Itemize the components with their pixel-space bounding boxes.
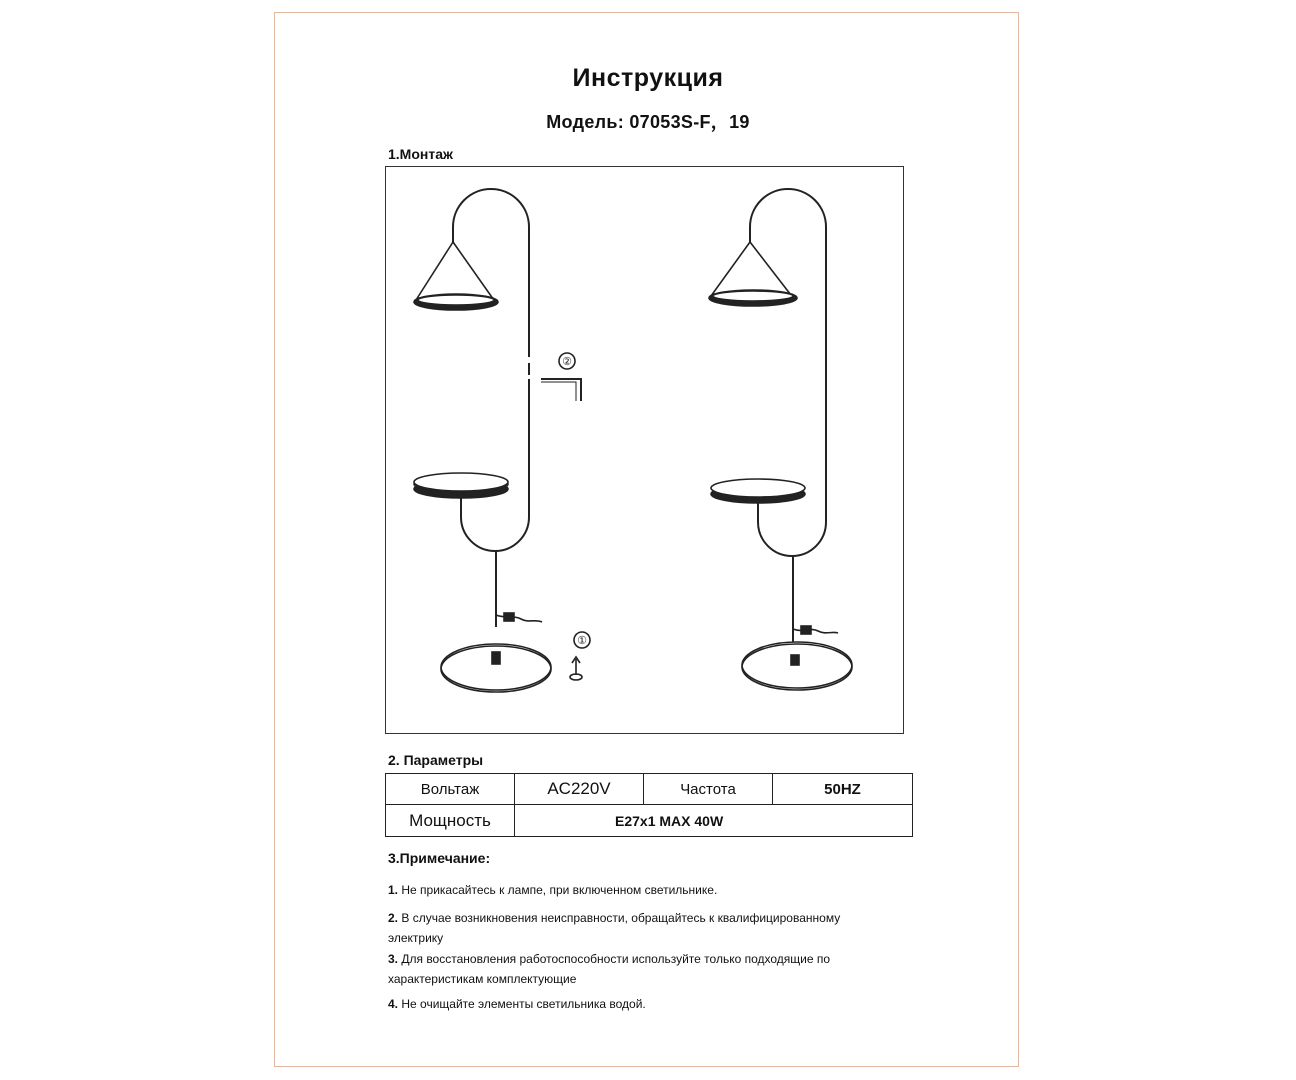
power-value: E27x1 MAX 40W bbox=[515, 805, 913, 837]
note-text: Для восстановления работоспособности используйте только подходящие по bbox=[401, 952, 831, 966]
note-number: 4. bbox=[388, 997, 399, 1011]
frequency-value: 50HZ bbox=[773, 774, 913, 805]
note-number: 3. bbox=[388, 952, 399, 966]
parameters-table bbox=[385, 773, 913, 837]
note-text-continued: характеристикам комплектующие bbox=[388, 972, 577, 986]
frequency-label: Частота bbox=[644, 774, 773, 805]
note-number: 1. bbox=[388, 883, 399, 897]
note-3 bbox=[388, 949, 830, 989]
voltage-value: AC220V bbox=[515, 774, 644, 805]
step-label-1: ① bbox=[577, 635, 587, 647]
note-text: В случае возникновения неисправности, обращайтесь к квалифицированному bbox=[401, 911, 841, 925]
assembly-diagram bbox=[385, 166, 904, 734]
section-notes-heading: 3.Примечание: bbox=[388, 850, 491, 866]
lamp-right-assembled bbox=[709, 189, 852, 690]
model-number: Модель: 07053S-F，19 bbox=[546, 112, 750, 132]
note-4 bbox=[388, 994, 646, 1014]
section-parameters-heading: 2. Параметры bbox=[388, 752, 484, 768]
note-2 bbox=[388, 908, 840, 948]
step-label-2: ② bbox=[562, 356, 572, 368]
document-title: Инструкция bbox=[572, 64, 724, 92]
power-label: Мощность bbox=[386, 805, 515, 837]
note-text: Не очищайте элементы светильника водой. bbox=[401, 997, 646, 1011]
note-text: Не прикасайтесь к лампе, при включенном светильнике. bbox=[401, 883, 718, 897]
note-1 bbox=[388, 880, 717, 900]
note-number: 2. bbox=[388, 911, 399, 925]
section-assembly-heading: 1.Монтаж bbox=[388, 146, 453, 162]
voltage-label: Вольтаж bbox=[386, 774, 515, 805]
note-text-continued: электрику bbox=[388, 931, 444, 945]
lamp-left-parts bbox=[414, 189, 590, 692]
floor-lamp-illustration bbox=[386, 167, 902, 732]
